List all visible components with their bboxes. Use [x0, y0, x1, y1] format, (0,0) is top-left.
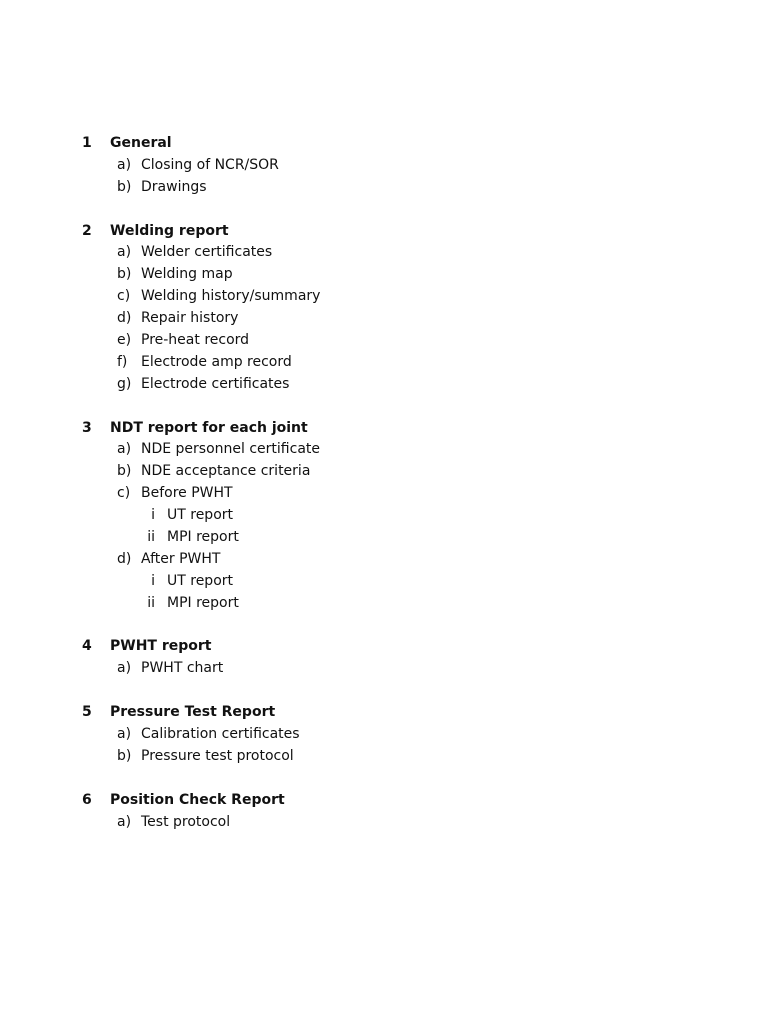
item-marker: c) [117, 485, 131, 502]
item-marker: d) [117, 310, 132, 327]
section-heading [0, 702, 768, 724]
document-page [0, 133, 768, 834]
item-marker: b) [117, 266, 132, 283]
item-marker: e) [117, 332, 132, 349]
item-marker: c) [117, 288, 131, 305]
item-marker: a) [117, 660, 132, 677]
item-label: Calibration certificates [141, 726, 300, 743]
list-item [0, 439, 768, 461]
section-number: 1 [82, 135, 92, 151]
section-spacer [0, 615, 768, 637]
sub-list-item [0, 593, 768, 615]
list-item [0, 155, 768, 177]
section-number: 3 [82, 419, 92, 436]
sub-item-label: UT report [167, 572, 234, 589]
item-label: Test protocol [141, 813, 231, 830]
item-marker: g) [117, 375, 132, 392]
section-number: 6 [82, 791, 92, 808]
list-item [0, 746, 768, 768]
section-title: Welding report [110, 222, 229, 239]
sub-list-item [0, 527, 768, 549]
section-title: PWHT report [110, 638, 212, 655]
item-label: NDE acceptance criteria [141, 463, 311, 480]
section-heading [0, 418, 768, 440]
section-number: 5 [82, 704, 92, 721]
section-heading [0, 221, 768, 243]
list-item [0, 242, 768, 264]
item-marker: a) [117, 441, 132, 458]
list-item [0, 330, 768, 352]
section-title: Position Check Report [110, 791, 285, 808]
section-title: NDT report for each joint [110, 419, 308, 436]
list-item [0, 461, 768, 483]
section-title: General [110, 135, 172, 151]
item-label: NDE personnel certificate [141, 441, 321, 458]
section-heading [0, 133, 768, 155]
sub-item-marker: i [151, 572, 155, 589]
section-number: 4 [82, 638, 92, 655]
section-heading [0, 636, 768, 658]
item-marker: a) [117, 244, 132, 261]
item-marker: a) [117, 813, 132, 830]
section-spacer [0, 768, 768, 790]
item-label: PWHT chart [141, 660, 224, 677]
list-item [0, 286, 768, 308]
sub-list-item [0, 505, 768, 527]
item-label: Repair history [141, 310, 239, 327]
list-item [0, 177, 768, 199]
item-marker: b) [117, 178, 132, 195]
item-label: Drawings [141, 178, 207, 195]
sub-item-marker: ii [147, 529, 155, 546]
sub-item-label: MPI report [167, 594, 239, 611]
list-item [0, 812, 768, 834]
section-spacer [0, 396, 768, 418]
section-spacer [0, 199, 768, 221]
sub-item-label: MPI report [167, 529, 239, 546]
item-marker: b) [117, 463, 132, 480]
item-label: Electrode amp record [141, 353, 292, 370]
list-item [0, 352, 768, 374]
item-label: Closing of NCR/SOR [141, 156, 279, 173]
section-heading [0, 790, 768, 812]
list-item [0, 724, 768, 746]
sub-list-item [0, 571, 768, 593]
section-spacer [0, 680, 768, 702]
item-marker: a) [117, 726, 132, 743]
list-item [0, 264, 768, 286]
item-marker: d) [117, 550, 132, 567]
list-item [0, 658, 768, 680]
item-label: Pressure test protocol [141, 747, 294, 764]
sub-item-marker: ii [147, 594, 155, 611]
item-marker: a) [117, 156, 132, 173]
item-label: Electrode certificates [141, 375, 290, 392]
list-item [0, 374, 768, 396]
item-marker: f) [117, 353, 128, 370]
item-label: Welding map [141, 266, 233, 283]
item-label: Before PWHT [141, 485, 233, 502]
item-label: After PWHT [141, 550, 221, 567]
sub-item-label: UT report [167, 507, 234, 524]
list-item [0, 483, 768, 505]
list-item [0, 308, 768, 330]
list-item [0, 549, 768, 571]
item-label: Welding history/summary [141, 288, 321, 305]
section-title: Pressure Test Report [110, 704, 276, 721]
item-label: Pre-heat record [141, 332, 250, 349]
sub-item-marker: i [151, 507, 155, 524]
section-number: 2 [82, 222, 92, 239]
item-label: Welder certificates [141, 244, 273, 261]
item-marker: b) [117, 747, 132, 764]
